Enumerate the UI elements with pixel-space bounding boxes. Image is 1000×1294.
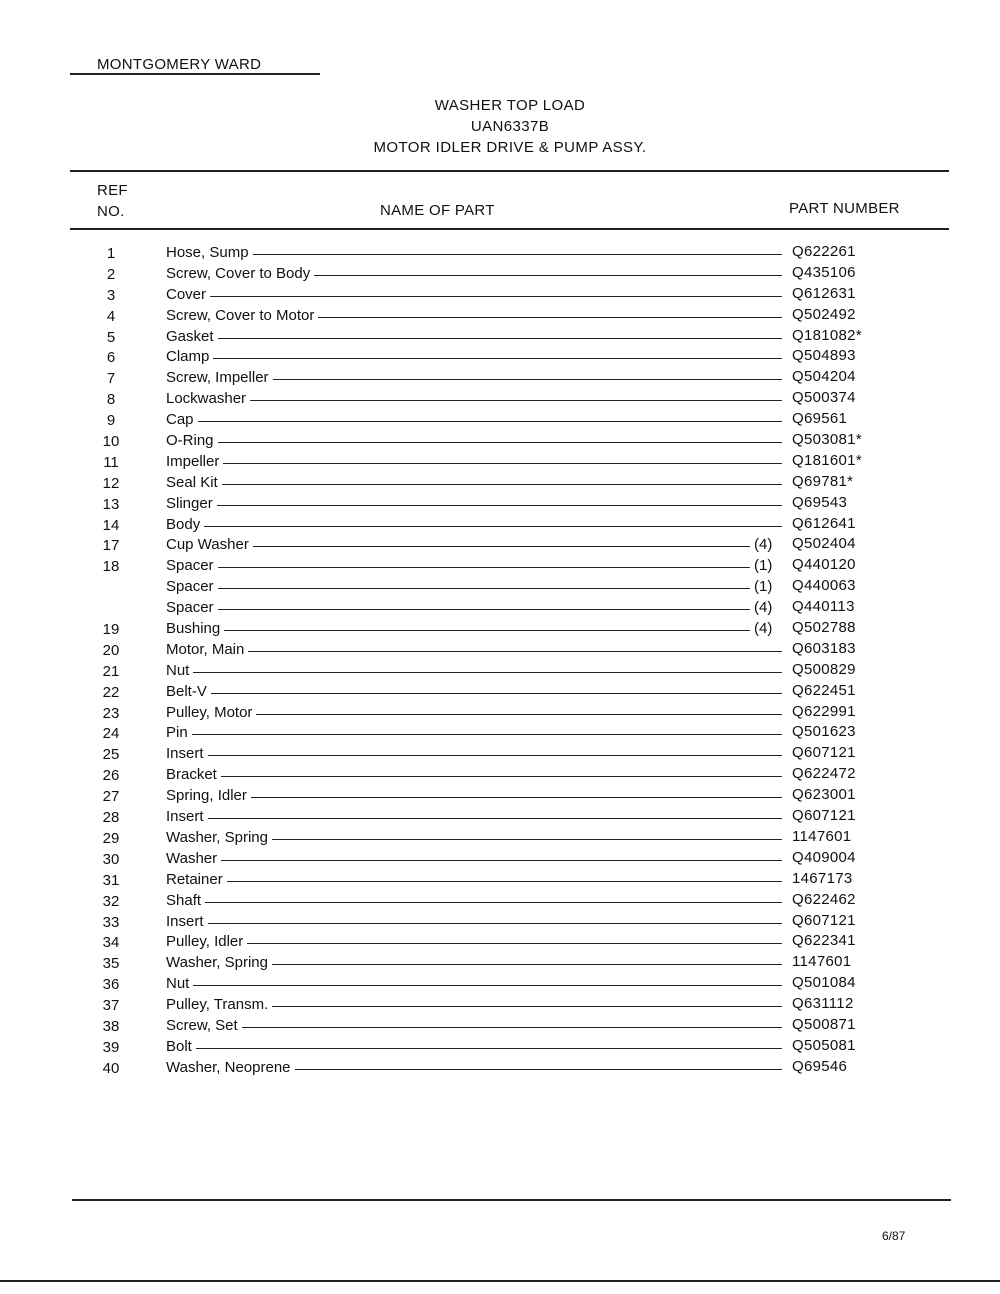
leader-line xyxy=(170,567,750,568)
quantity: (4) xyxy=(754,599,773,617)
part-number: Q505081 xyxy=(792,1036,856,1054)
part-number: Q435106 xyxy=(792,263,856,281)
part-number: Q503081* xyxy=(792,431,862,449)
ref-number: 18 xyxy=(102,558,120,576)
leader-line xyxy=(170,630,750,631)
leader-line xyxy=(170,714,782,715)
part-number: Q500871 xyxy=(792,1015,856,1033)
ref-number: 6 xyxy=(106,349,116,367)
quantity: (1) xyxy=(754,578,773,596)
leader-line xyxy=(170,1027,782,1028)
part-number: Q69561 xyxy=(792,410,848,428)
document-title: WASHER TOP LOAD xyxy=(434,97,586,114)
part-number: Q409004 xyxy=(792,848,856,866)
part-number: Q440113 xyxy=(792,598,855,616)
header-bottom-rule xyxy=(70,228,949,230)
part-number: Q69546 xyxy=(792,1057,848,1075)
parts-row xyxy=(0,640,1000,661)
quantity: (4) xyxy=(754,620,773,638)
ref-number: 40 xyxy=(102,1059,120,1077)
leader-line xyxy=(170,546,750,547)
ref-number: 13 xyxy=(102,495,120,513)
parts-list xyxy=(0,243,1000,1079)
part-number: Q622341 xyxy=(792,932,856,950)
parts-row xyxy=(0,932,1000,953)
leader-line xyxy=(170,734,782,735)
header-top-rule xyxy=(70,170,949,172)
ref-number: 12 xyxy=(102,474,120,492)
leader-line xyxy=(170,358,782,359)
part-number: Q440120 xyxy=(792,556,856,574)
part-name: Gasket xyxy=(166,328,218,345)
bottom-edge-rule xyxy=(0,1280,1000,1282)
leader-line xyxy=(170,923,782,924)
parts-row xyxy=(0,744,1000,765)
ref-number: 8 xyxy=(106,391,116,409)
parts-row xyxy=(0,786,1000,807)
part-number: 1147601 xyxy=(792,827,852,845)
leader-line xyxy=(170,588,750,589)
part-number: Q504893 xyxy=(792,347,856,365)
part-number: Q500829 xyxy=(792,660,856,678)
ref-number: 3 xyxy=(106,286,116,304)
top-rule xyxy=(70,73,320,75)
parts-row xyxy=(0,828,1000,849)
part-number: Q622261 xyxy=(792,243,856,260)
leader-line xyxy=(170,505,782,506)
parts-row xyxy=(0,870,1000,891)
part-name: Washer, Spring xyxy=(166,829,272,846)
part-name: Screw, Cover to Motor xyxy=(166,307,318,324)
footer-rule xyxy=(72,1199,951,1201)
column-header-part-number: PART NUMBER xyxy=(789,200,900,217)
ref-number: 32 xyxy=(102,892,120,910)
part-name: Screw, Set xyxy=(166,1017,242,1034)
part-number: Q612641 xyxy=(792,514,856,532)
ref-number: 34 xyxy=(102,934,120,952)
part-number: Q502492 xyxy=(792,305,856,323)
part-name: Bracket xyxy=(166,766,221,783)
leader-line xyxy=(170,860,782,861)
leader-line xyxy=(170,776,782,777)
ref-number: 2 xyxy=(106,265,116,283)
parts-row xyxy=(0,619,1000,640)
part-number: Q501084 xyxy=(792,974,856,992)
parts-row xyxy=(0,1037,1000,1058)
leader-line xyxy=(170,609,750,610)
parts-row xyxy=(0,473,1000,494)
ref-number: 7 xyxy=(106,370,116,388)
part-name: Spacer xyxy=(166,557,218,574)
ref-number: 35 xyxy=(102,955,120,973)
leader-line xyxy=(170,484,782,485)
parts-row xyxy=(0,807,1000,828)
ref-number: 9 xyxy=(106,412,116,430)
part-name: Washer, Spring xyxy=(166,954,272,971)
leader-line xyxy=(170,400,782,401)
part-name: Belt-V xyxy=(166,683,211,700)
part-name: Screw, Impeller xyxy=(166,369,273,386)
parts-row xyxy=(0,347,1000,368)
leader-line xyxy=(170,693,782,694)
part-name: Pulley, Motor xyxy=(166,704,256,721)
parts-row xyxy=(0,1058,1000,1079)
part-name: Nut xyxy=(166,975,193,992)
leader-line xyxy=(170,797,782,798)
ref-number: 21 xyxy=(102,662,120,680)
leader-line xyxy=(170,902,782,903)
ref-number: 5 xyxy=(106,328,116,346)
part-name: Lockwasher xyxy=(166,390,250,407)
parts-row xyxy=(0,494,1000,515)
part-name: Pin xyxy=(166,724,192,741)
leader-line xyxy=(170,442,782,443)
part-name: Clamp xyxy=(166,348,213,365)
leader-line xyxy=(170,985,782,986)
parts-row xyxy=(0,264,1000,285)
part-number: 1147601 xyxy=(792,953,852,971)
part-number: Q607121 xyxy=(792,911,856,929)
part-number: Q500374 xyxy=(792,389,856,407)
part-name: Spacer xyxy=(166,599,218,616)
parts-row xyxy=(0,703,1000,724)
leader-line xyxy=(170,818,782,819)
ref-number: 25 xyxy=(102,746,120,764)
ref-number: 19 xyxy=(102,621,120,639)
parts-row xyxy=(0,410,1000,431)
ref-number: 38 xyxy=(102,1017,120,1035)
leader-line xyxy=(170,672,782,673)
part-number: Q504204 xyxy=(792,368,856,386)
parts-row xyxy=(0,974,1000,995)
part-number: Q607121 xyxy=(792,744,856,762)
part-name: Motor, Main xyxy=(166,641,248,658)
column-header-name: NAME OF PART xyxy=(380,202,495,219)
ref-number: 26 xyxy=(102,767,120,785)
ref-number: 22 xyxy=(102,683,120,701)
part-number: Q181082* xyxy=(792,326,862,344)
leader-line xyxy=(170,881,782,882)
parts-row xyxy=(0,849,1000,870)
ref-number: 27 xyxy=(102,788,120,806)
parts-row xyxy=(0,515,1000,536)
model-number: UAN6337B xyxy=(470,118,550,135)
ref-number: 10 xyxy=(102,433,120,451)
ref-number: 29 xyxy=(102,829,120,847)
ref-number: 37 xyxy=(102,997,120,1015)
part-name: Hose, Sump xyxy=(166,244,253,261)
leader-line xyxy=(170,463,782,464)
parts-row xyxy=(0,912,1000,933)
parts-row xyxy=(0,452,1000,473)
leader-line xyxy=(170,943,782,944)
parts-row xyxy=(0,556,1000,577)
part-name: Washer, Neoprene xyxy=(166,1059,295,1076)
part-number: Q502404 xyxy=(792,535,856,553)
part-number: Q622991 xyxy=(792,702,856,720)
ref-number: 4 xyxy=(106,307,116,325)
part-name: Shaft xyxy=(166,892,205,909)
ref-number: 1 xyxy=(106,245,116,262)
parts-row xyxy=(0,368,1000,389)
part-number: Q181601* xyxy=(792,451,862,469)
ref-number: 36 xyxy=(102,976,120,994)
part-name: Screw, Cover to Body xyxy=(166,265,314,282)
ref-number: 33 xyxy=(102,913,120,931)
leader-line xyxy=(170,338,782,339)
ref-number: 14 xyxy=(102,516,120,534)
leader-line xyxy=(170,296,782,297)
part-number: Q607121 xyxy=(792,807,856,825)
part-name: Washer xyxy=(166,850,221,867)
ref-number: 24 xyxy=(102,725,120,743)
part-name: Pulley, Transm. xyxy=(166,996,272,1013)
part-name: Bushing xyxy=(166,620,224,637)
part-name: Cap xyxy=(166,411,198,428)
leader-line xyxy=(170,254,782,255)
part-number: Q631112 xyxy=(792,995,854,1013)
part-name: Cover xyxy=(166,286,210,303)
parts-row xyxy=(0,995,1000,1016)
revision-date: 6/87 xyxy=(882,1229,906,1243)
ref-number: 11 xyxy=(103,453,119,471)
parts-row xyxy=(0,598,1000,619)
part-name: Nut xyxy=(166,662,193,679)
part-name: Cup Washer xyxy=(166,536,253,553)
column-header-ref-line1: REF xyxy=(97,182,128,199)
part-number: Q603183 xyxy=(792,639,856,657)
part-number: 1467173 xyxy=(792,869,853,887)
parts-row xyxy=(0,327,1000,348)
ref-number: 39 xyxy=(102,1038,120,1056)
quantity: (4) xyxy=(754,536,773,554)
part-name: Seal Kit xyxy=(166,474,222,491)
ref-number: 17 xyxy=(102,537,120,555)
parts-row xyxy=(0,682,1000,703)
part-number: Q69543 xyxy=(792,493,848,511)
parts-row xyxy=(0,431,1000,452)
ref-number: 31 xyxy=(102,871,120,889)
part-name: Spacer xyxy=(166,578,218,595)
part-number: Q622462 xyxy=(792,890,856,908)
part-name: Insert xyxy=(166,808,208,825)
ref-number: 20 xyxy=(102,641,120,659)
part-number: Q622451 xyxy=(792,681,856,699)
part-number: Q622472 xyxy=(792,765,856,783)
part-number: Q502788 xyxy=(792,619,856,637)
part-name: Retainer xyxy=(166,871,227,888)
parts-row xyxy=(0,389,1000,410)
assembly-title: MOTOR IDLER DRIVE & PUMP ASSY. xyxy=(373,139,647,156)
leader-line xyxy=(170,1048,782,1049)
parts-row xyxy=(0,891,1000,912)
parts-row xyxy=(0,535,1000,556)
part-number: Q440063 xyxy=(792,577,856,595)
part-name: Insert xyxy=(166,913,208,930)
leader-line xyxy=(170,421,782,422)
part-number: Q69781* xyxy=(792,472,854,490)
part-number: Q612631 xyxy=(792,284,856,302)
part-name: Body xyxy=(166,516,204,533)
parts-row xyxy=(0,723,1000,744)
part-name: Bolt xyxy=(166,1038,196,1055)
parts-row xyxy=(0,953,1000,974)
ref-number: 23 xyxy=(102,704,120,722)
part-name: Slinger xyxy=(166,495,217,512)
part-name: Impeller xyxy=(166,453,223,470)
leader-line xyxy=(170,651,782,652)
part-name: Insert xyxy=(166,745,208,762)
column-header-ref-line2: NO. xyxy=(97,203,125,220)
leader-line xyxy=(170,755,782,756)
parts-row xyxy=(0,243,1000,264)
ref-number: 30 xyxy=(102,850,120,868)
parts-row xyxy=(0,661,1000,682)
ref-number: 28 xyxy=(102,809,120,827)
parts-row xyxy=(0,577,1000,598)
brand-name: MONTGOMERY WARD xyxy=(97,56,262,73)
part-number: Q501623 xyxy=(792,723,856,741)
part-name: Spring, Idler xyxy=(166,787,251,804)
part-name: O-Ring xyxy=(166,432,218,449)
parts-row xyxy=(0,765,1000,786)
quantity: (1) xyxy=(754,557,773,575)
parts-row xyxy=(0,306,1000,327)
parts-row xyxy=(0,1016,1000,1037)
leader-line xyxy=(170,526,782,527)
parts-row xyxy=(0,285,1000,306)
part-number: Q623001 xyxy=(792,786,856,804)
part-name: Pulley, Idler xyxy=(166,933,247,950)
